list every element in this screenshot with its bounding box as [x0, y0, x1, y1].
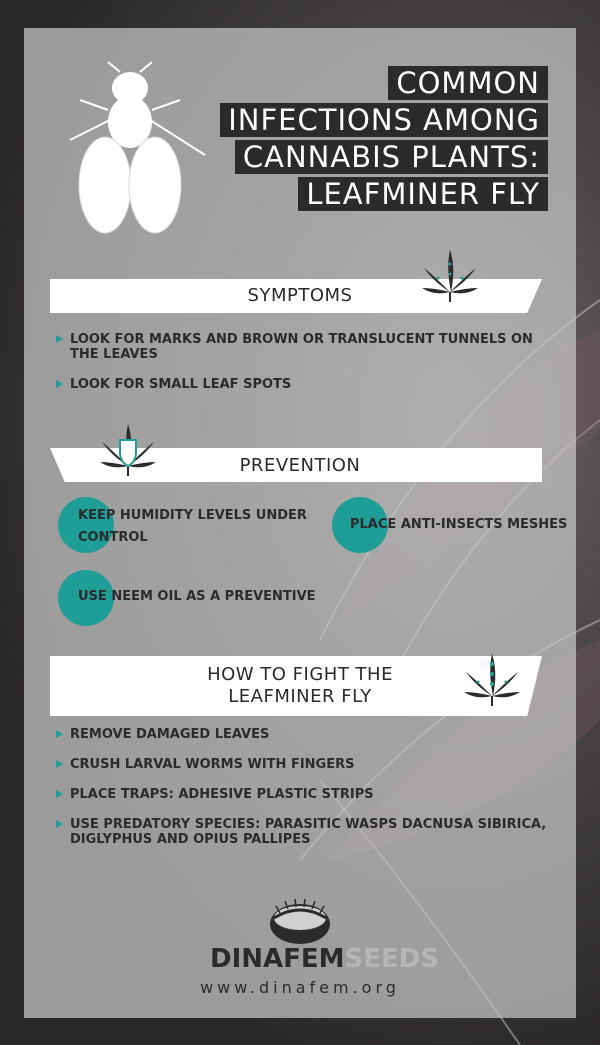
fight-heading-line-2: LEAFMINER FLY [228, 686, 372, 707]
shield-leaf-icon [98, 422, 158, 478]
cannabis-leaf-icon [420, 248, 480, 304]
prevention-item-text: USE NEEM OIL AS A PREVENTIVE [78, 589, 316, 604]
list-item: REMOVE DAMAGED LEAVES [56, 727, 556, 742]
website-url: www.dinafem.org [200, 978, 400, 997]
symptoms-heading: SYMPTOMS [247, 285, 353, 306]
title-line-3: CANNABIS PLANTS: [235, 140, 548, 174]
list-item: LOOK FOR SMALL LEAF SPOTS [56, 377, 556, 392]
list-item: CRUSH LARVAL WORMS WITH FINGERS [56, 757, 556, 772]
fight-heading-line-1: HOW TO FIGHT THE [207, 664, 393, 685]
prevention-heading: PREVENTION [239, 455, 361, 476]
dotted-leaf-icon [462, 652, 522, 708]
list-item: PLACE TRAPS: ADHESIVE PLASTIC STRIPS [56, 787, 556, 802]
brand-suffix: SEEDS [344, 944, 440, 974]
prevention-item-text: PLACE ANTI-INSECTS MESHES [350, 517, 568, 532]
title-line-1: COMMON [388, 66, 548, 100]
brand-name: DINAFEM [210, 944, 345, 974]
prevention-item-text: KEEP HUMIDITY LEVELS UNDER CONTROL [78, 508, 307, 545]
list-item: LOOK FOR MARKS AND BROWN OR TRANSLUCENT TUNNELS ON THE LEAVES [56, 332, 556, 362]
title-line-4: LEAFMINER FLY [298, 177, 548, 211]
symptoms-list [56, 332, 556, 407]
title-block [188, 66, 548, 214]
list-item: USE PREDATORY SPECIES: PARASITIC WASPS DACNUSA SIBIRICA, DIGLYPHUS AND OPIUS PALLIPES [56, 817, 556, 847]
fight-heading [180, 664, 420, 708]
fight-list [56, 727, 556, 862]
title-line-2: INFECTIONS AMONG [220, 103, 548, 137]
eye-logo-icon [268, 896, 332, 946]
brand-logo [210, 944, 440, 974]
